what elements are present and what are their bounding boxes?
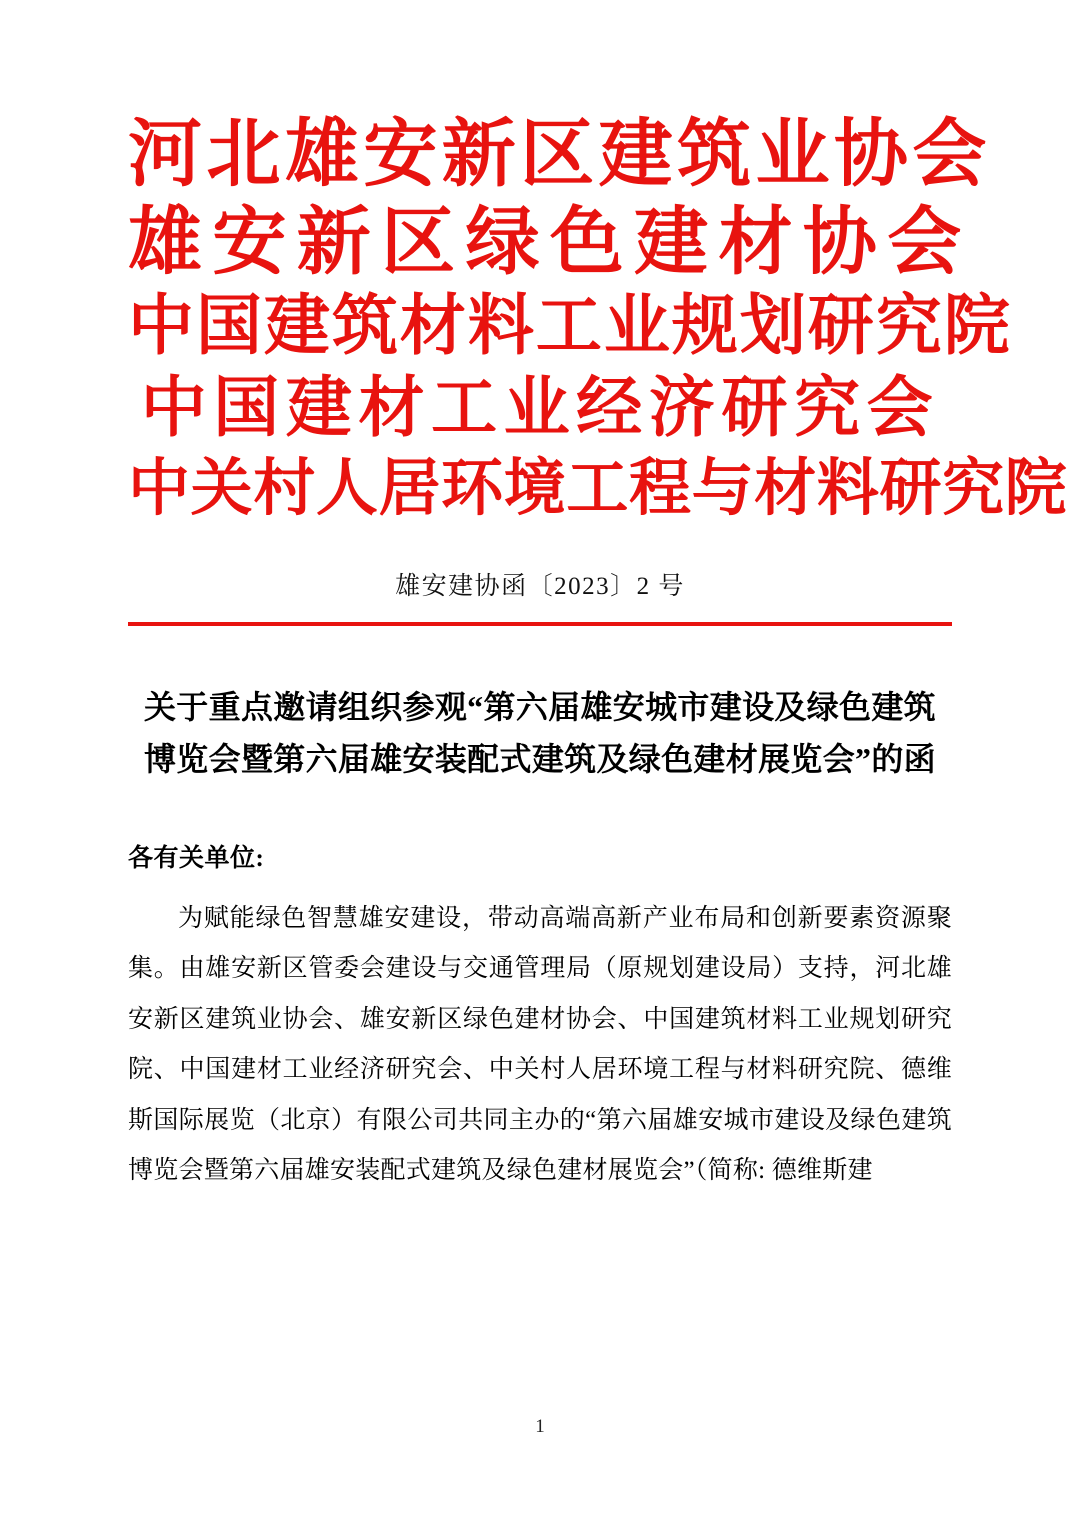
page-title: 关于重点邀请组织参观“第六届雄安城市建设及绿色建筑博览会暨第六届雄安装配式建筑及绿色建材展览会”的函 [143,689,936,777]
page-number: 1 [535,1416,545,1437]
salutation: 各有关单位: [128,844,265,872]
letterhead [128,0,1068,523]
red-divider-rule [128,622,952,626]
letterhead-line-1: 河北雄安新区建筑业协会 [128,114,991,196]
letterhead-line-2: 雄安新区绿色建材协会 [128,202,972,284]
body-paragraph-1: 为赋能绿色智慧雄安建设，带动高端高新产业布局和创新要素资源聚集。由雄安新区管委会建设与交通管理局（原规划建设局）支持，河北雄安新区建筑业协会、雄安新区绿色建材协会、中国建筑材料工业规划研究院、中国建材工业经济研究会、中关村人居环境工程与材料研究院、德维斯国际展览（北京）有限公司共同主办的“第六届雄安城市建设及绿色建筑博览会暨第六届雄安装配式建筑及绿色建材展览会”（简称: 德维斯建 [128,904,952,1185]
letterhead-line-5: 中关村人居环境工程与材料研究院 [128,455,1068,523]
letterhead-line-3: 中国建筑材料工业规划研究院 [128,290,1012,363]
document-number: 雄安建协函〔2023〕2 号 [395,573,685,600]
letterhead-line-4: 中国建材工业经济研究会 [140,372,940,445]
